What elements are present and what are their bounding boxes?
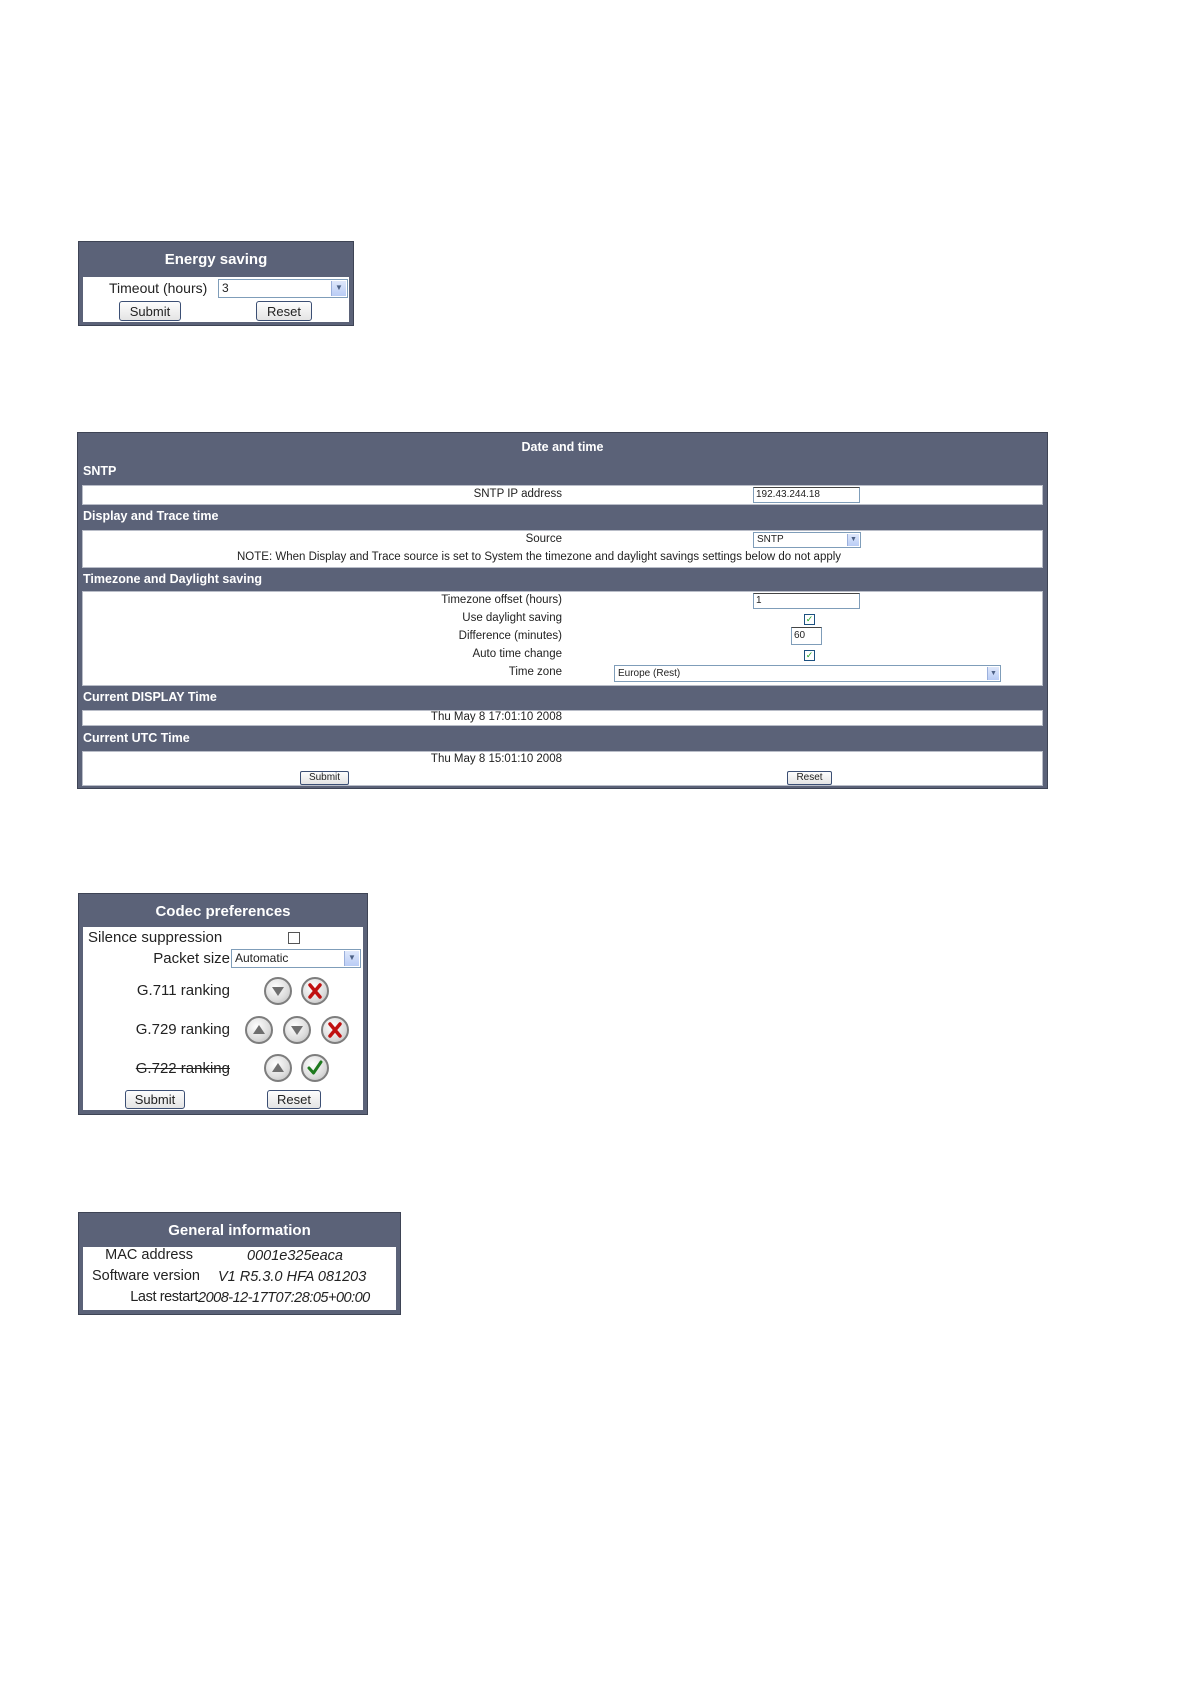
- arrow-down-icon[interactable]: [264, 977, 292, 1005]
- sntp-header: SNTP: [83, 464, 117, 478]
- general-info-title: General information: [168, 1222, 311, 1239]
- software-version-value: V1 R5.3.0 HFA 081203: [218, 1269, 367, 1285]
- daylight-saving-checkbox[interactable]: ✓: [805, 614, 814, 624]
- date-time-panel: [77, 432, 1048, 789]
- difference-label: Difference (minutes): [458, 630, 562, 642]
- packet-size-select[interactable]: [231, 949, 361, 968]
- sntp-ip-label: SNTP IP address: [473, 488, 562, 500]
- source-label: Source: [525, 533, 562, 545]
- energy-submit-button[interactable]: Submit: [119, 301, 181, 321]
- packet-size-select-value: Automatic: [235, 951, 289, 965]
- software-version-label: Software version: [92, 1268, 200, 1284]
- source-select-value: SNTP: [757, 534, 784, 545]
- energy-saving-panel: [78, 241, 354, 326]
- remove-x-icon[interactable]: [321, 1016, 349, 1044]
- g722-ranking-label: G.722 ranking: [135, 1060, 230, 1077]
- timeout-select[interactable]: [218, 279, 348, 298]
- energy-saving-body: [83, 277, 349, 322]
- packet-size-label: Packet size: [153, 950, 230, 967]
- date-time-title: Date and time: [521, 440, 604, 454]
- auto-time-change-label: Auto time change: [472, 648, 562, 660]
- difference-input[interactable]: 60: [791, 627, 822, 645]
- sntp-ip-input[interactable]: 192.43.244.18: [753, 487, 860, 503]
- timeout-select-value: 3: [222, 281, 229, 295]
- display-time-value: Thu May 8 17:01:10 2008: [430, 711, 562, 723]
- datetime-reset-button[interactable]: Reset: [787, 771, 832, 785]
- chevron-down-icon[interactable]: ▼: [987, 667, 999, 680]
- g711-ranking-label: G.711 ranking: [136, 982, 230, 999]
- timeout-label: Timeout (hours): [109, 280, 208, 296]
- display-trace-note: NOTE: When Display and Trace source is set to System the timezone and daylight savings settings below do not apply: [237, 551, 842, 563]
- energy-saving-title: Energy saving: [164, 251, 268, 268]
- codec-preferences-panel: [78, 893, 368, 1115]
- arrow-down-icon[interactable]: [283, 1016, 311, 1044]
- chevron-down-icon[interactable]: ▼: [847, 534, 859, 546]
- timezone-body: [82, 591, 1043, 686]
- source-select[interactable]: [753, 532, 861, 548]
- codec-body: [83, 927, 363, 1110]
- last-restart-label: Last restart: [130, 1289, 198, 1305]
- g729-ranking-label: G.729 ranking: [135, 1021, 230, 1038]
- arrow-up-icon[interactable]: [245, 1016, 273, 1044]
- check-icon[interactable]: [301, 1054, 329, 1082]
- codec-title: Codec preferences: [155, 903, 291, 920]
- display-trace-header: Display and Trace time: [83, 509, 219, 523]
- chevron-down-icon[interactable]: ▼: [344, 951, 359, 966]
- general-information-panel: [78, 1212, 401, 1315]
- utc-time-body: [82, 751, 1043, 786]
- last-restart-value: 2008-12-17T07:28:05+00:00: [198, 1290, 370, 1306]
- codec-submit-button[interactable]: Submit: [125, 1090, 185, 1109]
- daylight-saving-label: Use daylight saving: [462, 612, 562, 624]
- silence-suppression-label: Silence suppression: [88, 929, 223, 946]
- chevron-down-icon[interactable]: ▼: [331, 281, 346, 296]
- time-zone-label: Time zone: [508, 666, 562, 678]
- timezone-offset-input[interactable]: 1: [753, 593, 860, 609]
- silence-suppression-checkbox[interactable]: [288, 932, 300, 944]
- auto-time-change-checkbox[interactable]: ✓: [805, 650, 814, 660]
- general-info-body: [83, 1247, 396, 1310]
- utc-time-header: Current UTC Time: [83, 731, 190, 745]
- timezone-offset-label: Timezone offset (hours): [441, 594, 562, 606]
- energy-reset-button[interactable]: Reset: [256, 301, 312, 321]
- utc-time-value: Thu May 8 15:01:10 2008: [430, 753, 562, 765]
- mac-address-label: MAC address: [105, 1247, 193, 1263]
- arrow-up-icon[interactable]: [264, 1054, 292, 1082]
- time-zone-select[interactable]: [614, 665, 1001, 682]
- display-time-body: [82, 710, 1043, 726]
- datetime-submit-button[interactable]: Submit: [300, 771, 349, 785]
- mac-address-value: 0001e325eaca: [247, 1248, 343, 1264]
- codec-reset-button[interactable]: Reset: [267, 1090, 321, 1109]
- display-trace-body: [82, 530, 1043, 568]
- timezone-header: Timezone and Daylight saving: [83, 572, 262, 586]
- time-zone-select-value: Europe (Rest): [618, 668, 681, 679]
- sntp-body: [82, 485, 1043, 505]
- display-time-header: Current DISPLAY Time: [83, 690, 217, 704]
- remove-x-icon[interactable]: [301, 977, 329, 1005]
